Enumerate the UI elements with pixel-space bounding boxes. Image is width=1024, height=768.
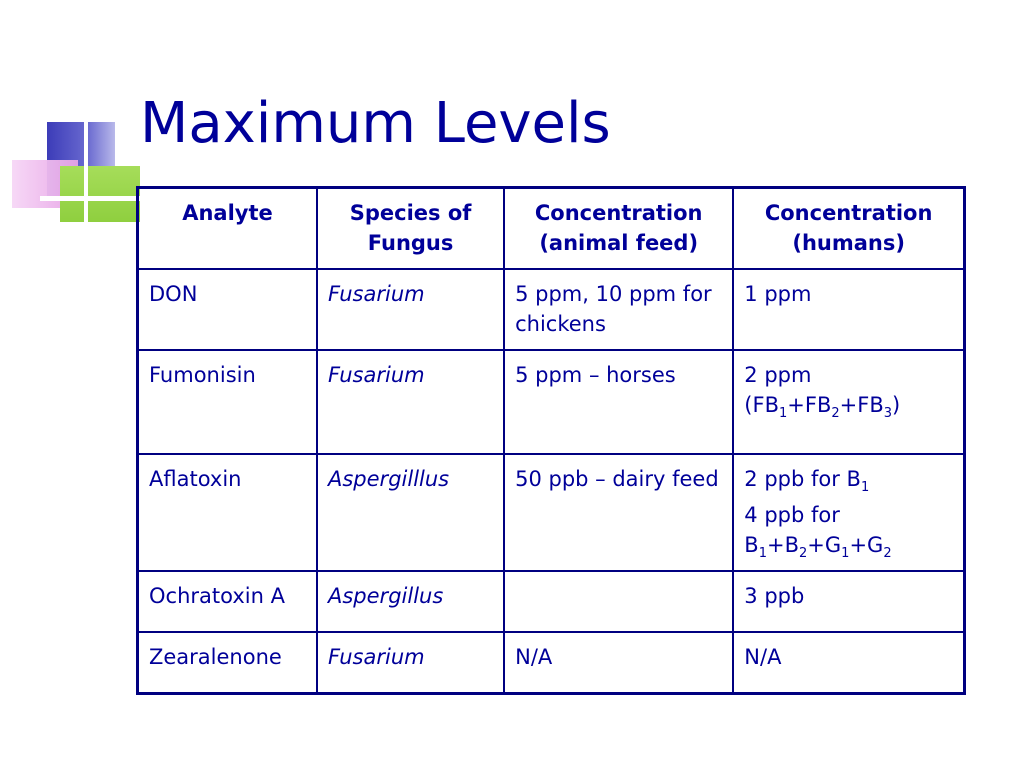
chem-text: 2 ppm $(FB_1+FB_2+FB_3)$ [744, 363, 901, 422]
table-header-row [138, 188, 965, 270]
header-species: Species of Fungus [317, 188, 504, 270]
cell-feed: N/A [504, 632, 733, 694]
cell-humans [733, 350, 964, 454]
cell-analyte: Ochratoxin A [138, 571, 318, 632]
cell-species: Fusarium [317, 350, 504, 454]
cell-humans: N/A [733, 632, 964, 694]
cell-humans [733, 454, 964, 571]
table-row [138, 632, 965, 694]
cell-species: Fusarium [317, 632, 504, 694]
cell-species: Aspergilllus [317, 454, 504, 571]
cell-analyte: Zearalenone [138, 632, 318, 694]
header-concentration-feed: Concentration (animal feed) [504, 188, 733, 270]
maximum-levels-table [136, 186, 966, 695]
cell-analyte: Fumonisin [138, 350, 318, 454]
cell-analyte: Aflatoxin [138, 454, 318, 571]
table-row [138, 269, 965, 350]
table-row [138, 454, 965, 571]
cell-feed [504, 571, 733, 632]
cell-humans: 3 ppb [733, 571, 964, 632]
table-row [138, 350, 965, 454]
cell-feed: 5 ppm – horses [504, 350, 733, 454]
header-concentration-humans: Concentration (humans) [733, 188, 964, 270]
cell-analyte: DON [138, 269, 318, 350]
slide-title: Maximum Levels [140, 91, 611, 156]
table-row [138, 571, 965, 632]
cell-feed: 5 ppm, 10 ppm for chickens [504, 269, 733, 350]
chem-text: 4 ppb for $B_1+B_2+G_1+G_2$ [744, 503, 892, 562]
cell-species: Aspergillus [317, 571, 504, 632]
green-square-decoration [60, 166, 140, 222]
chem-text: 2 ppb for $B_1$ [744, 467, 870, 496]
header-analyte: Analyte [138, 188, 318, 270]
cell-species: Fusarium [317, 269, 504, 350]
cell-feed: 50 ppb – dairy feed [504, 454, 733, 571]
corner-decoration [0, 0, 140, 230]
decoration-divider-horizontal [40, 196, 140, 201]
decoration-divider-vertical [84, 118, 88, 228]
cell-humans: 1 ppm [733, 269, 964, 350]
